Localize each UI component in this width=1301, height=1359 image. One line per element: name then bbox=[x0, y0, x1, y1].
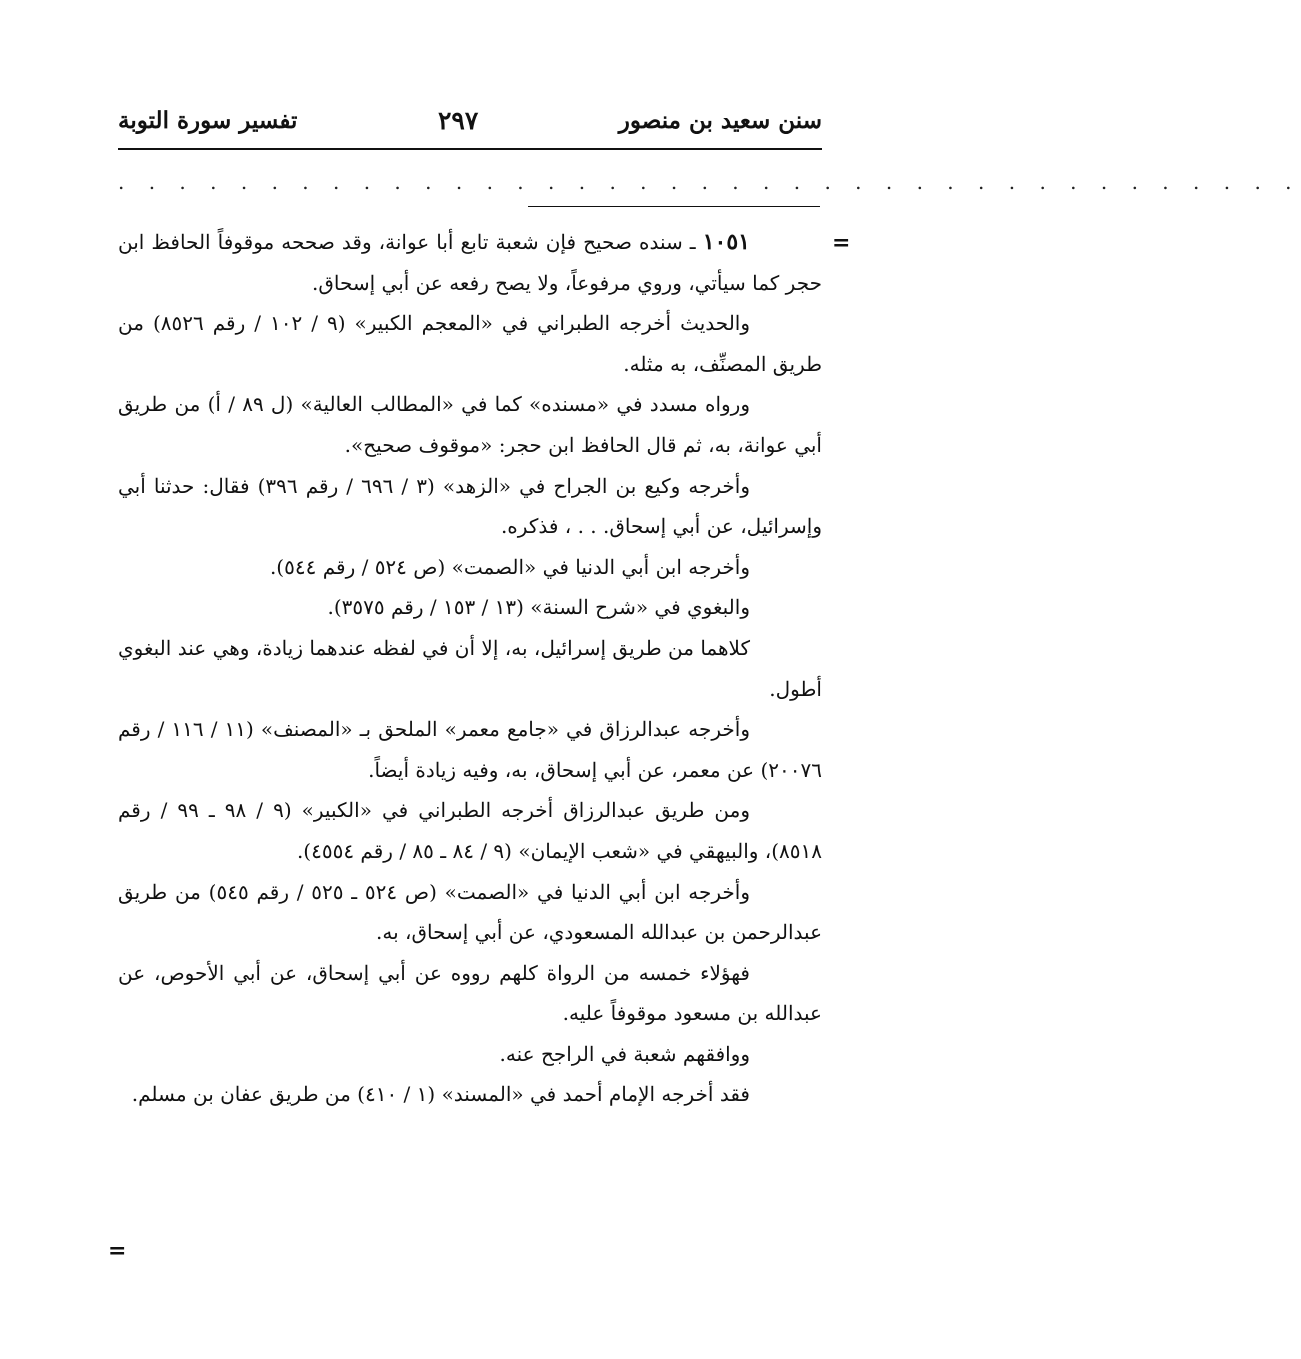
paragraph-13: فقد أخرجه الإمام أحمد في «المسند» (١ / ٤١٠) من طريق عفان بن مسلم. bbox=[131, 1082, 750, 1107]
entry-dash: ـ bbox=[682, 230, 703, 254]
header-left-title: سنن سعيد بن منصور bbox=[618, 106, 822, 134]
paragraph-11: فهؤلاء خمسه من الرواة كلهم رووه عن أبي إسحاق، عن أبي الأحوص، عن عبدالله بن مسعود موقوفاً عليه. bbox=[118, 960, 822, 1026]
paragraph-6: والبغوي في «شرح السنة» (١٣ / ١٥٣ / رقم ٣٥٧٥). bbox=[327, 595, 750, 620]
paragraph-10: وأخرجه ابن أبي الدنيا في «الصمت» (ص ٥٢٤ ـ ٥٢٥ / رقم ٥٤٥) من طريق عبدالرحمن بن عبدالله المسعودي، عن أبي إسحاق، به. bbox=[118, 879, 822, 945]
entry-number: ١٠٥١ bbox=[702, 229, 750, 255]
paragraph-1-text: سنده صحيح فإن شعبة تابع أبا عوانة، وقد صححه موقوفاً الحافظ ابن حجر كما سيأتي، وروي مرفوعاً، ولا يصح رفعه عن أبي إسحاق. bbox=[118, 230, 822, 295]
paragraph-3: ورواه مسدد في «مسنده» كما في «المطالب العالية» (ل ٨٩ / أ) من طريق أبي عوانة، به، ثم قال الحافظ ابن حجر: «موقوف صحيح». bbox=[118, 392, 822, 457]
paragraph-12: ووافقهم شعبة في الراجح عنه. bbox=[499, 1041, 750, 1066]
paragraph-1 bbox=[118, 222, 822, 303]
paragraph-4: وأخرجه وكيع بن الجراح في «الزهد» (٣ / ٦٩٦ / رقم ٣٩٦) فقال: حدثنا أبي وإسرائيل، عن أبي إسحاق. . . ، فذكره. bbox=[118, 473, 822, 539]
running-header bbox=[118, 98, 822, 142]
paragraph-2: والحديث أخرجه الطبراني في «المعجم الكبير» (٩ / ١٠٢ / رقم ٨٥٢٦) من طريق المصنِّف، به مثله. bbox=[118, 311, 822, 376]
footnote-body bbox=[118, 222, 822, 1115]
continuation-mark-bottom: = bbox=[108, 1238, 127, 1264]
paragraph-9: ومن طريق عبدالرزاق أخرجه الطبراني في «الكبير» (٩ / ٩٨ ـ ٩٩ / رقم ٨٥١٨)، والبيهقي في «شعب الإيمان» (٩ / ٨٤ ـ ٨٥ / رقم ٤٥٥٤). bbox=[118, 798, 822, 863]
paragraph-7: كلاهما من طريق إسرائيل، به، إلا أن في لفظه عندهما زيادة، وهي عند البغوي أطول. bbox=[118, 635, 822, 701]
header-rule bbox=[118, 148, 822, 150]
dotted-separator: . . . . . . . . . . . . . . . . . . . . . . . . . . . . . . . . . . . . . . . bbox=[118, 170, 1301, 194]
paragraph-8: وأخرجه عبدالرزاق في «جامع معمر» الملحق بـ «المصنف» (١١ / ١١٦ / رقم ٢٠٠٧٦) عن معمر، عن أبي إسحاق، به، وفيه زيادة أيضاً. bbox=[118, 717, 822, 782]
header-right-title: تفسير سورة التوبة bbox=[118, 106, 298, 134]
paragraph-5: وأخرجه ابن أبي الدنيا في «الصمت» (ص ٥٢٤ / رقم ٥٤٤). bbox=[269, 554, 750, 579]
page-number: ٢٩٧ bbox=[437, 105, 479, 135]
footnote-rule bbox=[528, 206, 820, 207]
continuation-mark-top: = bbox=[832, 230, 851, 256]
